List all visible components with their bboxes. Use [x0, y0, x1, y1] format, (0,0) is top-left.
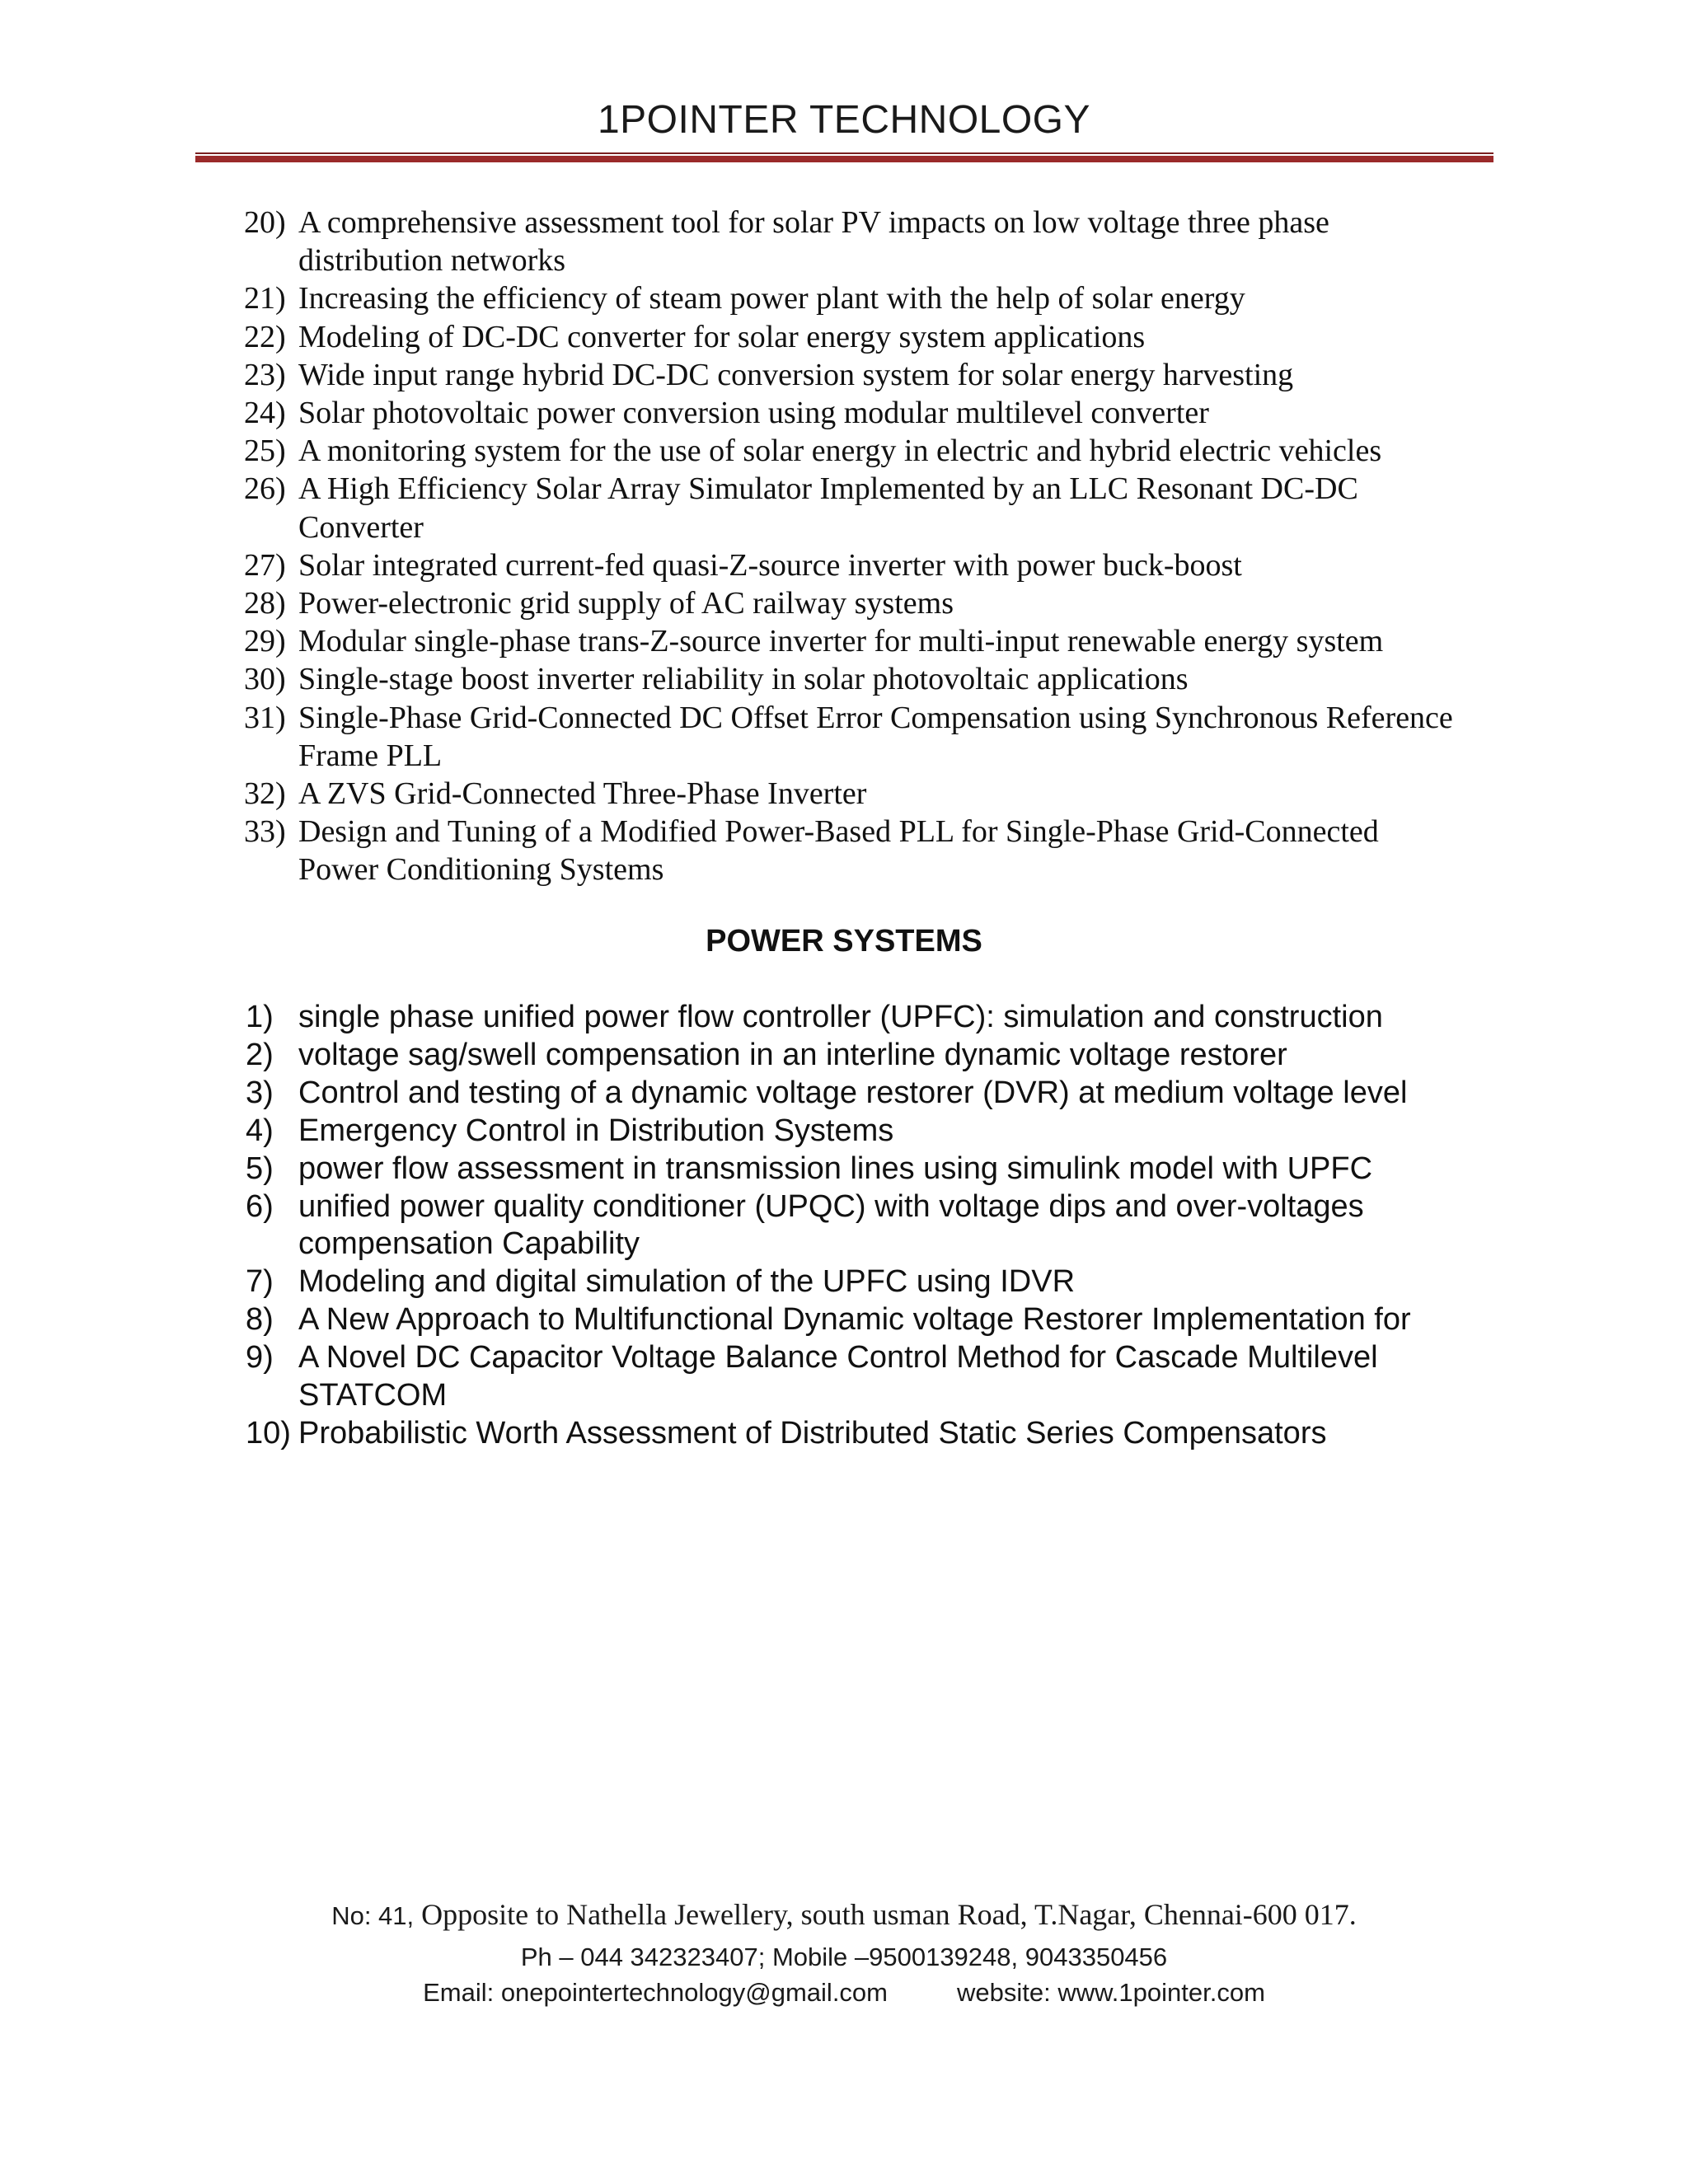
list-item	[246, 1037, 1498, 1075]
item-number: 22)	[244, 319, 286, 354]
item-number: 28)	[244, 586, 286, 621]
item-number: 10)	[246, 1415, 291, 1451]
footer-email: Email: onepointertechnology@gmail.com	[423, 1978, 888, 2007]
item-text: Modeling of DC-DC converter for solar energy system applications	[298, 319, 1146, 354]
list-item	[244, 432, 1456, 470]
footer-website: website: www.1pointer.com	[957, 1978, 1265, 2007]
list-item	[244, 546, 1456, 584]
item-text: A Novel DC Capacitor Voltage Balance Control Method for Cascade Multilevel STATCOM	[298, 1340, 1378, 1413]
item-text: Design and Tuning of a Modified Power-Based PLL for Single-Phase Grid-Connected Power Conditioning Systems	[298, 814, 1379, 888]
list-item	[246, 1301, 1498, 1339]
item-number: 33)	[244, 814, 286, 850]
item-text: Modeling and digital simulation of the UPFC using IDVR	[298, 1264, 1076, 1300]
list-item	[246, 1113, 1498, 1151]
list-item	[244, 356, 1456, 394]
item-text: Control and testing of a dynamic voltage restorer (DVR) at medium voltage level	[298, 1075, 1408, 1110]
list-item	[244, 660, 1456, 698]
item-number: 4)	[246, 1113, 274, 1148]
item-text: voltage sag/swell compensation in an interline dynamic voltage restorer	[298, 1037, 1287, 1072]
item-text: A comprehensive assessment tool for solar PV impacts on low voltage three phase distribution networks	[298, 205, 1329, 279]
list-item	[246, 1151, 1498, 1188]
list-item	[244, 470, 1456, 546]
list-item	[244, 584, 1456, 622]
item-text: power flow assessment in transmission lines using simulink model with UPFC	[298, 1151, 1373, 1186]
list-item	[244, 204, 1456, 279]
item-number: 27)	[244, 547, 286, 583]
item-text: Wide input range hybrid DC-DC conversion system for solar energy harvesting	[298, 357, 1294, 392]
item-number: 23)	[244, 357, 286, 392]
item-text: Solar photovoltaic power conversion using modular multilevel converter	[298, 396, 1209, 431]
item-text: A ZVS Grid-Connected Three-Phase Inverter	[298, 776, 867, 812]
item-number: 2)	[246, 1037, 274, 1072]
item-number: 21)	[244, 281, 286, 316]
list-item	[246, 1339, 1498, 1415]
item-text: Emergency Control in Distribution Systems	[298, 1113, 894, 1148]
item-number: 6)	[246, 1188, 274, 1224]
solar-project-list	[244, 204, 1456, 889]
item-number: 9)	[246, 1340, 274, 1376]
item-text: Power-electronic grid supply of AC railway systems	[298, 586, 954, 621]
item-text: unified power quality conditioner (UPQC) with voltage dips and over-voltages compensation Capability	[298, 1188, 1364, 1262]
footer-address-text: Opposite to Nathella Jewellery, south usman Road, T.Nagar, Chennai-600 017.	[421, 1898, 1357, 1931]
item-number: 30)	[244, 662, 286, 697]
item-text: Single-Phase Grid-Connected DC Offset Error Compensation using Synchronous Reference Frame PLL	[298, 700, 1453, 773]
item-text: A High Efficiency Solar Array Simulator Implemented by an LLC Resonant DC-DC Converter	[298, 471, 1358, 545]
list-item	[246, 1075, 1498, 1113]
item-text: Modular single-phase trans-Z-source inverter for multi-input renewable energy system	[298, 624, 1384, 659]
power-systems-list	[246, 999, 1498, 1453]
item-number: 7)	[246, 1264, 274, 1300]
footer-address	[0, 1897, 1688, 1932]
item-number: 24)	[244, 396, 286, 431]
header-title: 1POINTER TECHNOLOGY	[597, 98, 1091, 142]
item-text: Increasing the efficiency of steam power plant with the help of solar energy	[298, 281, 1245, 316]
list-item	[244, 622, 1456, 660]
list-item	[244, 279, 1456, 317]
list-item	[246, 999, 1498, 1037]
list-item	[244, 394, 1456, 432]
list-item	[246, 1188, 1498, 1264]
item-number: 5)	[246, 1151, 274, 1186]
footer-phone: Ph – 044 342323407; Mobile –9500139248, 9043350456	[520, 1943, 1168, 1971]
item-text: A New Approach to Multifunctional Dynamic voltage Restorer Implementation for	[298, 1302, 1411, 1338]
item-text: Solar integrated current-fed quasi-Z-source inverter with power buck-boost	[298, 547, 1242, 583]
list-item	[244, 699, 1456, 775]
header-rule-thick-line	[195, 156, 1493, 162]
item-text: Probabilistic Worth Assessment of Distributed Static Series Compensators	[298, 1415, 1327, 1451]
item-number: 32)	[244, 776, 286, 812]
header-rule	[195, 152, 1493, 164]
item-number: 20)	[244, 205, 286, 240]
item-number: 8)	[246, 1302, 274, 1338]
list-item	[244, 318, 1456, 356]
header-rule-thin-line	[195, 152, 1493, 154]
item-number: 1)	[246, 1000, 274, 1034]
item-number: 26)	[244, 471, 286, 507]
footer-contact	[0, 1978, 1688, 2008]
list-item	[246, 1263, 1498, 1301]
list-item	[244, 775, 1456, 813]
item-number: 31)	[244, 700, 286, 735]
item-number: 25)	[244, 434, 286, 469]
item-text: Single-stage boost inverter reliability in solar photovoltaic applications	[298, 662, 1189, 697]
item-number: 3)	[246, 1075, 274, 1110]
list-item	[246, 1415, 1498, 1453]
item-number: 29)	[244, 624, 286, 659]
list-item	[244, 813, 1456, 888]
section-title-power-systems: POWER SYSTEMS	[706, 924, 982, 958]
item-text: single phase unified power flow controller (UPFC): simulation and construction	[298, 1000, 1383, 1034]
item-text: A monitoring system for the use of solar energy in electric and hybrid electric vehicles	[298, 434, 1382, 469]
footer-address-prefix: No: 41,	[331, 1901, 415, 1930]
